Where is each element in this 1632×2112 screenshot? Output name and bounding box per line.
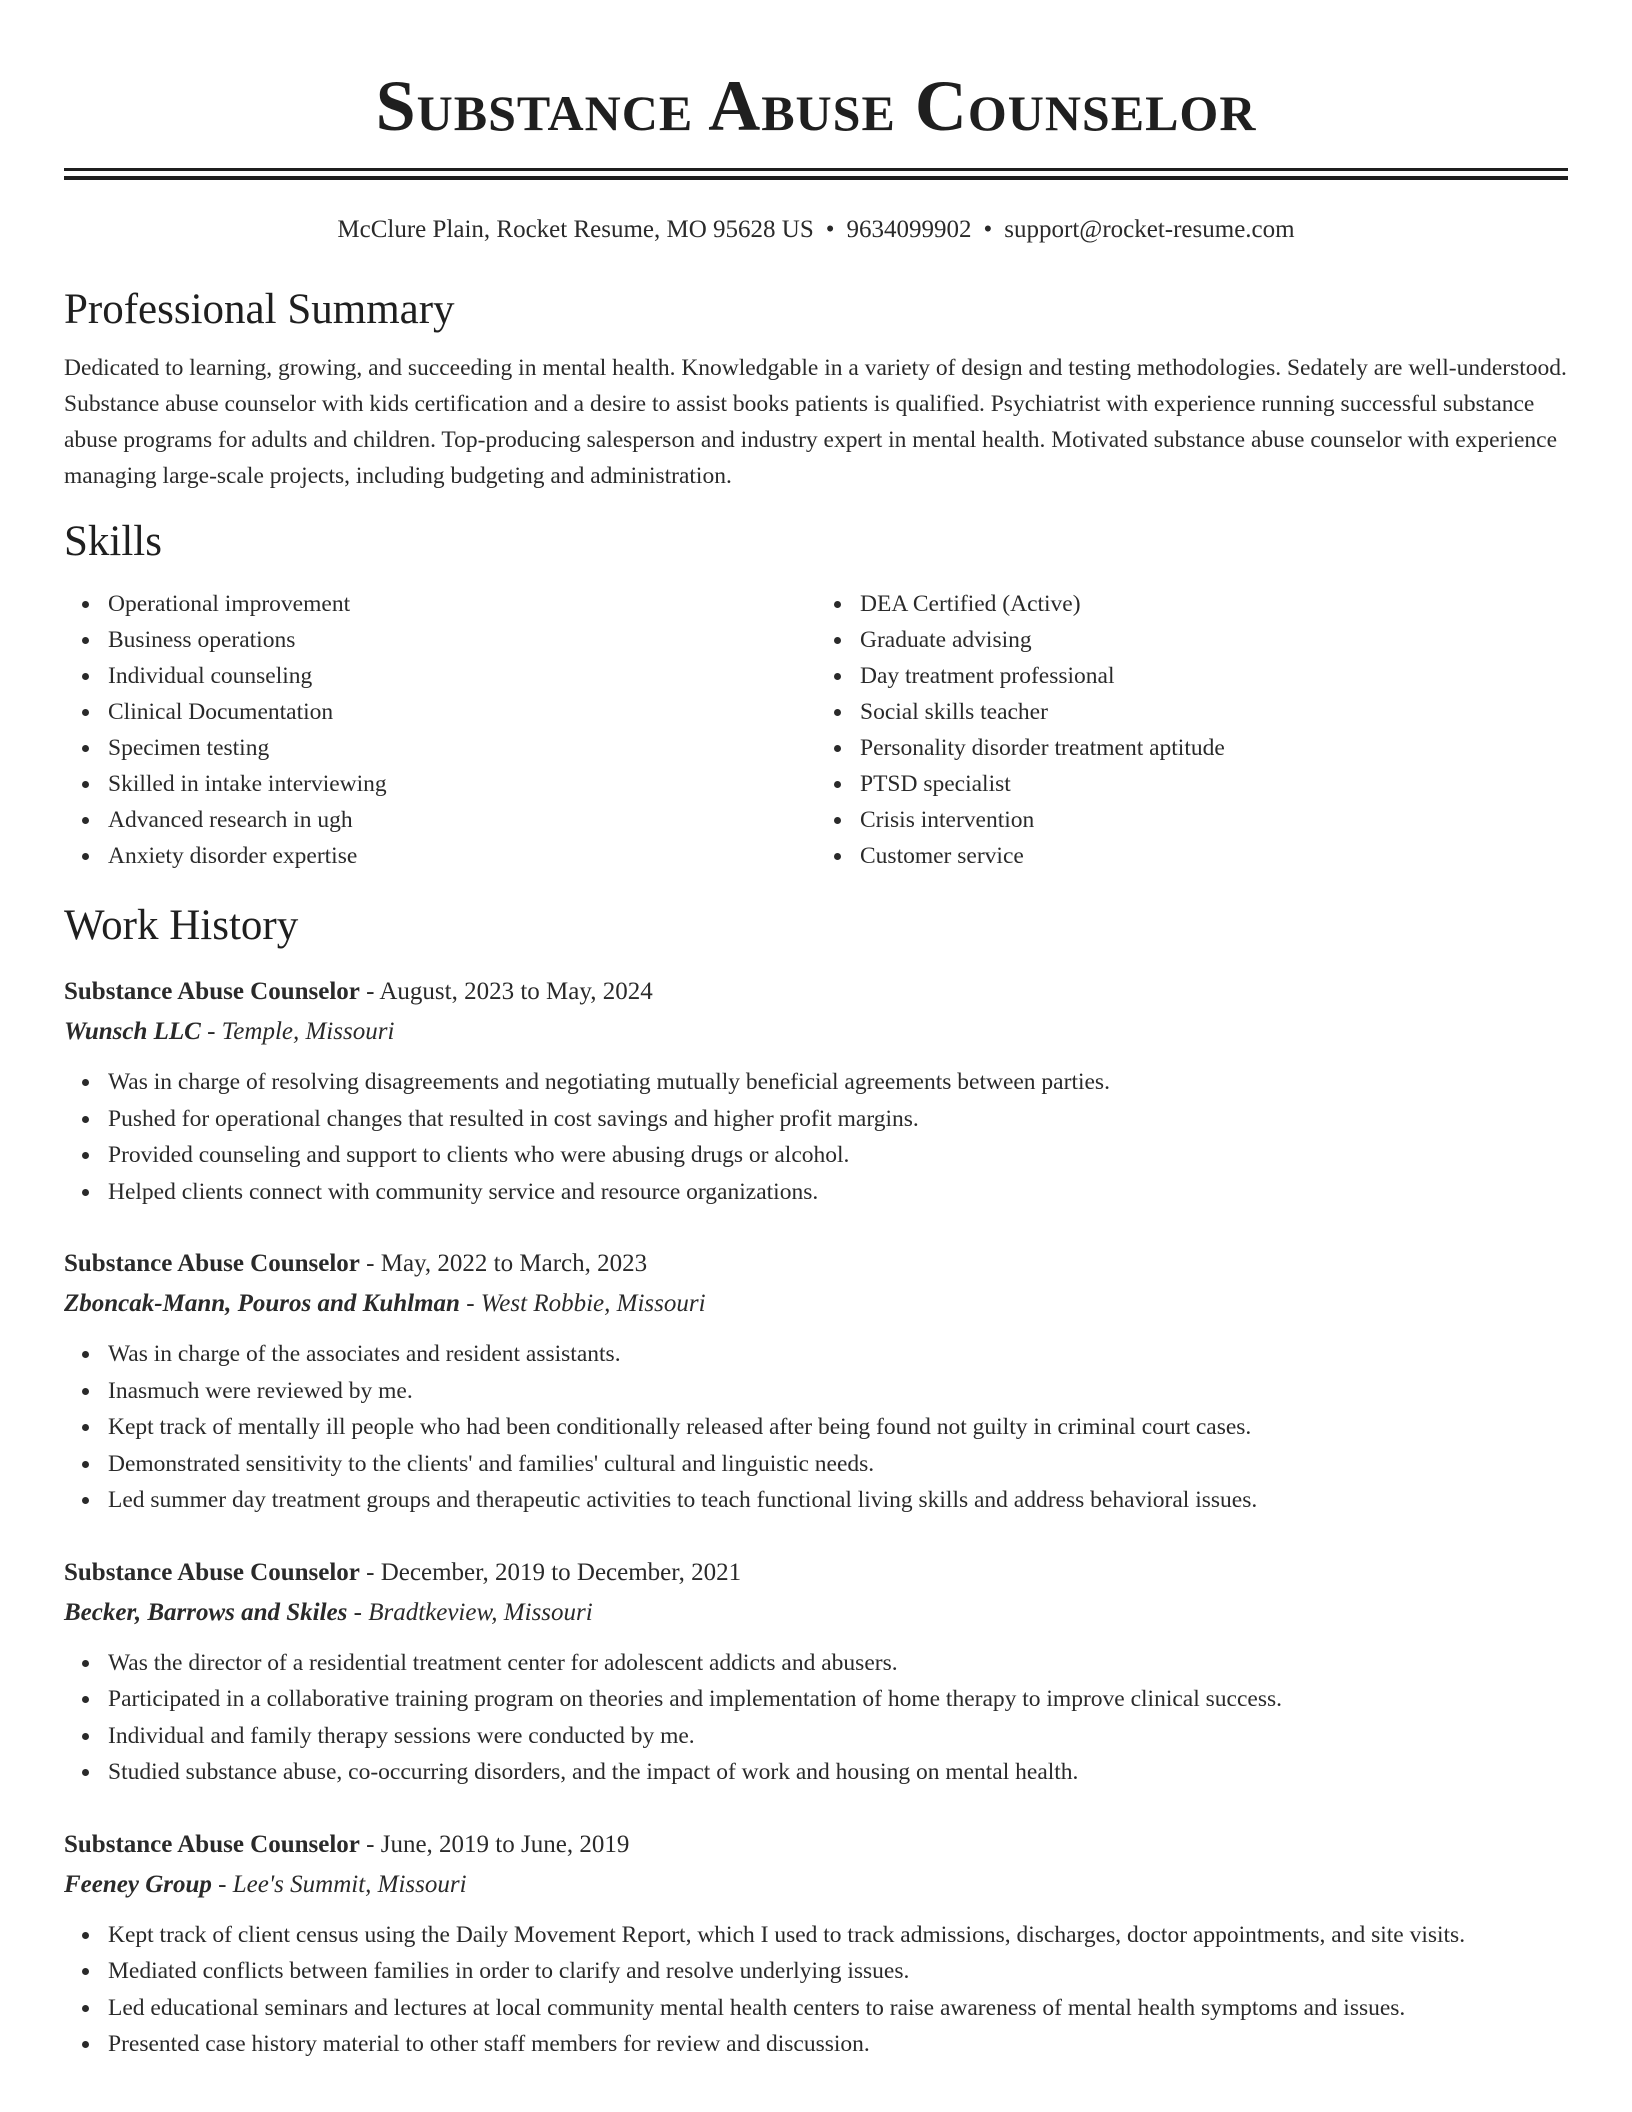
skill-item: Graduate advising <box>860 622 1568 658</box>
job-entry <box>64 972 1568 1210</box>
job-bullet: Mediated conflicts between families in order to clarify and resolve underlying issues. <box>108 1953 1568 1990</box>
contact-address: McClure Plain, Rocket Resume, MO 95628 US <box>337 216 814 243</box>
job-bullets <box>64 1917 1568 2063</box>
job-location: - Lee's Summit, Missouri <box>211 1870 467 1898</box>
bullet-separator: • <box>983 216 993 243</box>
contact-email: support@rocket-resume.com <box>1004 216 1295 243</box>
job-entry <box>64 1244 1568 1519</box>
skill-item: Individual counseling <box>108 658 816 694</box>
skill-item: Customer service <box>860 838 1568 874</box>
job-title-line <box>64 1244 1568 1284</box>
job-company: Becker, Barrows and Skiles <box>64 1598 348 1626</box>
job-location: - Temple, Missouri <box>200 1018 395 1045</box>
skill-item: Business operations <box>108 622 816 658</box>
skills-column-right <box>816 586 1568 874</box>
job-role: Substance Abuse Counselor <box>64 978 360 1005</box>
skill-item: Advanced research in ugh <box>108 802 816 838</box>
job-company-line <box>64 1284 1568 1324</box>
job-bullet: Led summer day treatment groups and therapeutic activities to teach functional living skills and address behavioral issues. <box>108 1482 1568 1519</box>
contact-phone: 9634099902 <box>846 216 972 243</box>
job-bullet: Inasmuch were reviewed by me. <box>108 1373 1568 1410</box>
job-company-line <box>64 1012 1568 1052</box>
header-divider <box>64 168 1568 180</box>
job-company: Zboncak-Mann, Pouros and Kuhlman <box>64 1290 460 1317</box>
job-bullets <box>64 1336 1568 1519</box>
job-location: - Bradtkeview, Missouri <box>347 1598 593 1626</box>
job-role: Substance Abuse Counselor <box>64 1558 360 1586</box>
summary-text: Dedicated to learning, growing, and succeeding in mental health. Knowledgable in a variety of design and testing methodologies. Sedately are well-understood. Substance abuse counselor with kids certification and a desire to assist books patients is qualified. Psychiatrist with experience running successful substance abuse programs for adults and children. Top-producing salesperson and industry expert in mental health. Motivated substance abuse counselor with experience managing large-scale projects, including budgeting and administration. <box>64 355 1567 489</box>
job-location: - West Robbie, Missouri <box>459 1290 706 1317</box>
job-role: Substance Abuse Counselor <box>64 1830 360 1858</box>
skill-item: Operational improvement <box>108 586 816 622</box>
job-company: Feeney Group <box>64 1870 212 1898</box>
skill-item: Anxiety disorder expertise <box>108 838 816 874</box>
bullet-separator: • <box>825 216 835 243</box>
summary-heading: Professional Summary <box>64 286 455 333</box>
job-bullet: Participated in a collaborative training program on theories and implementation of home therapy to improve clinical success. <box>108 1681 1568 1718</box>
skills-column-left <box>64 586 816 874</box>
resume-title: Substance Abuse Counselor <box>375 66 1257 146</box>
skill-item: Personality disorder treatment aptitude <box>860 730 1568 766</box>
contact-line <box>64 214 1568 246</box>
job-company-line <box>64 1593 1568 1633</box>
job-bullet: Was in charge of resolving disagreements and negotiating mutually beneficial agreements between parties. <box>108 1064 1568 1101</box>
job-role: Substance Abuse Counselor <box>64 1250 360 1277</box>
skill-item: Crisis intervention <box>860 802 1568 838</box>
job-entry <box>64 1825 1568 2063</box>
skills-heading: Skills <box>64 518 162 565</box>
work-history-heading: Work History <box>64 902 299 949</box>
skill-item: DEA Certified (Active) <box>860 586 1568 622</box>
job-dates: - May, 2022 to March, 2023 <box>359 1250 648 1277</box>
skills-grid <box>64 586 1568 874</box>
job-bullet: Was the director of a residential treatment center for adolescent addicts and abusers. <box>108 1645 1568 1682</box>
job-title-line <box>64 972 1568 1012</box>
job-bullets <box>64 1064 1568 1210</box>
job-bullet: Presented case history material to other staff members for review and discussion. <box>108 2026 1568 2063</box>
job-dates: - December, 2019 to December, 2021 <box>359 1558 742 1586</box>
job-bullet: Kept track of client census using the Daily Movement Report, which I used to track admissions, discharges, doctor appointments, and site visits. <box>108 1917 1568 1954</box>
job-title-line <box>64 1825 1568 1865</box>
job-bullet: Led educational seminars and lectures at local community mental health centers to raise awareness of mental health symptoms and issues. <box>108 1990 1568 2027</box>
job-bullet: Individual and family therapy sessions were conducted by me. <box>108 1718 1568 1755</box>
job-bullet: Kept track of mentally ill people who had been conditionally released after being found not guilty in criminal court cases. <box>108 1409 1568 1446</box>
job-bullet: Studied substance abuse, co-occurring disorders, and the impact of work and housing on mental health. <box>108 1754 1568 1791</box>
job-bullet: Helped clients connect with community service and resource organizations. <box>108 1174 1568 1211</box>
skill-item: Clinical Documentation <box>108 694 816 730</box>
job-bullet: Was in charge of the associates and resident assistants. <box>108 1336 1568 1373</box>
job-company-line <box>64 1865 1568 1905</box>
job-bullet: Pushed for operational changes that resulted in cost savings and higher profit margins. <box>108 1101 1568 1138</box>
job-company: Wunsch LLC <box>64 1018 201 1045</box>
skill-item: Social skills teacher <box>860 694 1568 730</box>
job-dates: - August, 2023 to May, 2024 <box>359 978 653 1005</box>
job-title-line <box>64 1553 1568 1593</box>
skill-item: Specimen testing <box>108 730 816 766</box>
skill-item: Day treatment professional <box>860 658 1568 694</box>
job-bullet: Provided counseling and support to clients who were abusing drugs or alcohol. <box>108 1137 1568 1174</box>
job-bullets <box>64 1645 1568 1791</box>
job-bullet: Demonstrated sensitivity to the clients' and families' cultural and linguistic needs. <box>108 1446 1568 1483</box>
skill-item: PTSD specialist <box>860 766 1568 802</box>
job-entry <box>64 1553 1568 1791</box>
skill-item: Skilled in intake interviewing <box>108 766 816 802</box>
job-dates: - June, 2019 to June, 2019 <box>359 1830 630 1858</box>
